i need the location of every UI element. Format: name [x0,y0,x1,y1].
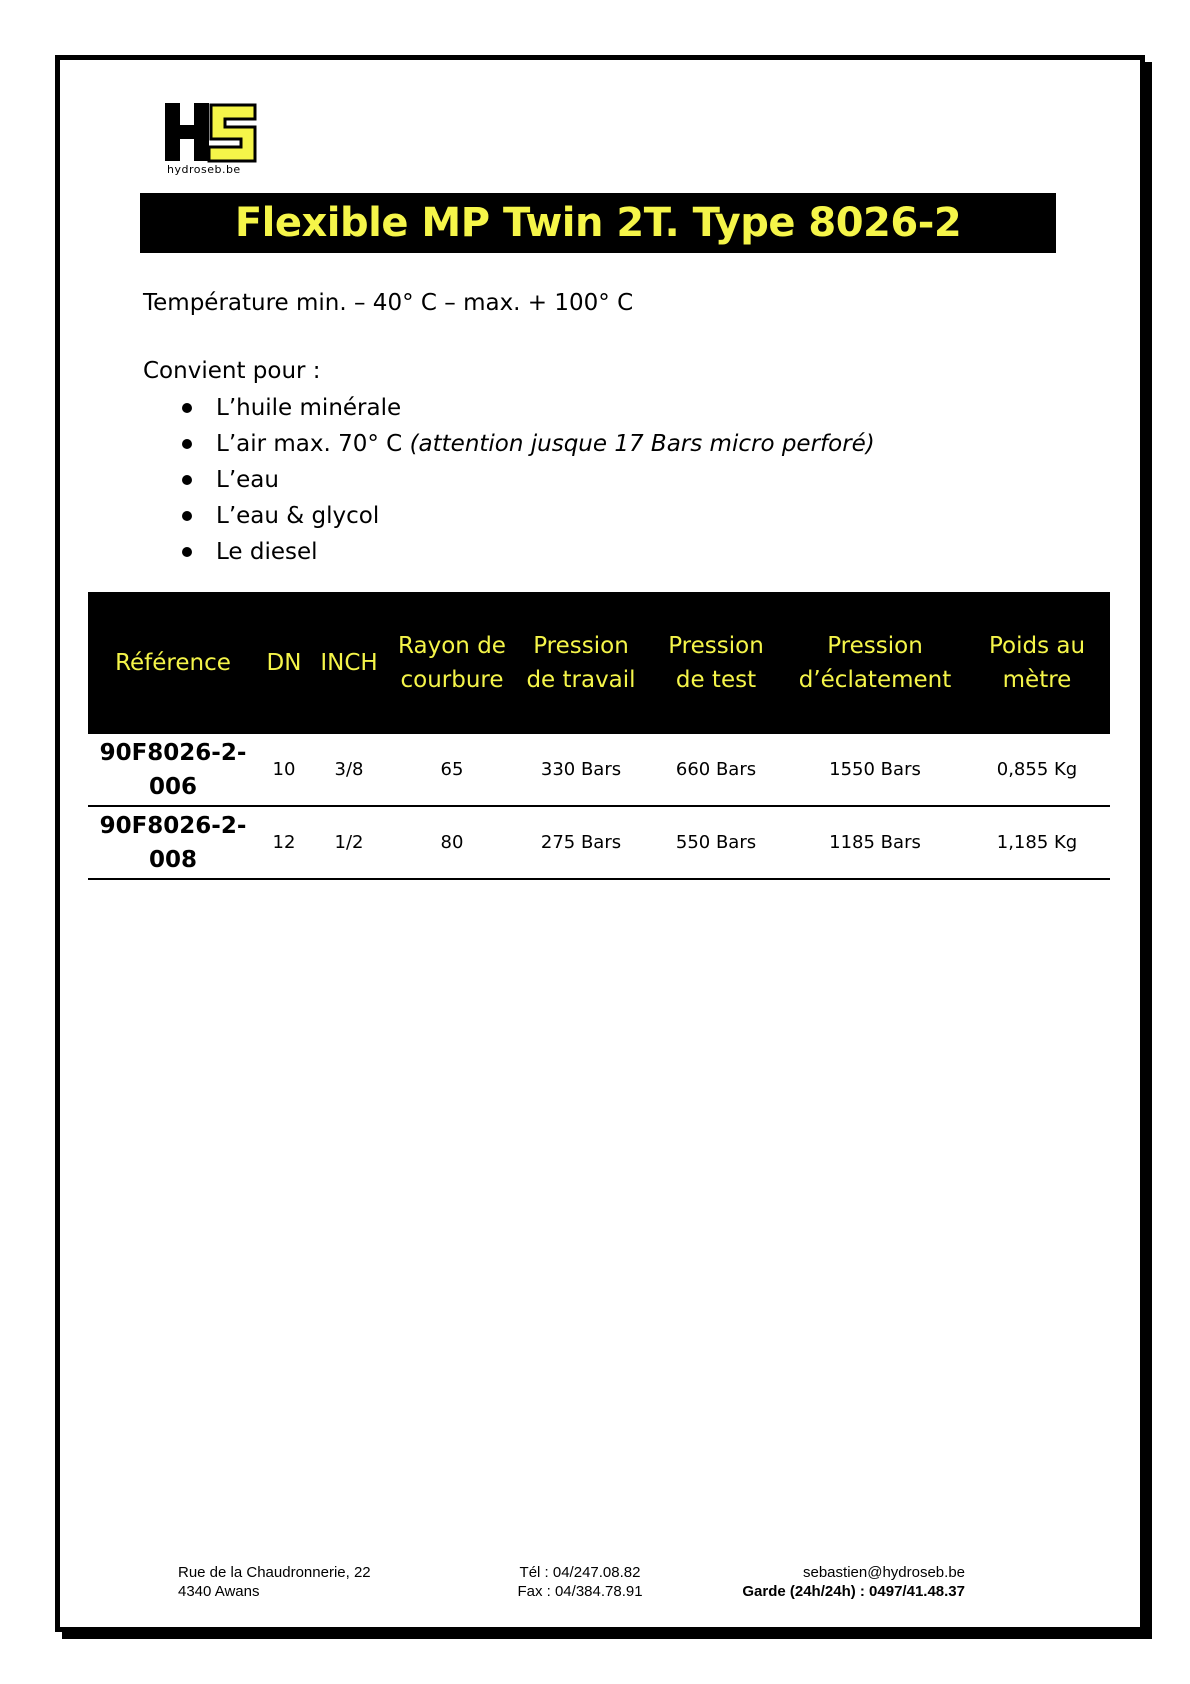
list-item-text: L’air max. 70° C [216,431,410,457]
table-row [88,734,1110,806]
email-link[interactable]: sebastien@hydroseb.be [803,1564,965,1581]
list-item [170,390,875,426]
list-item-text: L’eau & glycol [216,503,380,529]
cell-reference: 90F8026-2- 006 [88,734,258,806]
footer-phone [505,1563,655,1601]
cell-working-pressure: 330 Bars [516,734,646,806]
cell-burst-pressure: 1550 Bars [786,734,964,806]
column-header-bend-radius: Rayon de courbure [388,592,516,734]
list-item-text: L’huile minérale [216,395,402,421]
list-item [170,498,875,534]
column-header-burst-pressure: Pression d’éclatement [786,592,964,734]
cell-dn: 10 [258,734,310,806]
list-item-note: (attention jusque 17 Bars micro perforé) [409,431,875,457]
bullet-icon [182,511,192,521]
spec-table [88,592,1110,880]
cell-bend-radius: 80 [388,806,516,879]
title-bar [140,193,1056,253]
list-item-text: Le diesel [216,539,318,565]
cell-burst-pressure: 1185 Bars [786,806,964,879]
cell-weight: 1,185 Kg [964,806,1110,879]
address-street: Rue de la Chaudronnerie, 22 [178,1564,371,1581]
footer-address [178,1563,371,1601]
cell-working-pressure: 275 Bars [516,806,646,879]
list-item [170,534,875,570]
bullet-icon [182,403,192,413]
list-item [170,426,875,462]
column-header-weight: Poids au mètre [964,592,1110,734]
cell-test-pressure: 660 Bars [646,734,786,806]
cell-inch: 3/8 [310,734,388,806]
column-header-inch: INCH [310,592,388,734]
fax-number: Fax : 04/384.78.91 [517,1583,643,1600]
phone-number: Tél : 04/247.08.82 [519,1564,641,1581]
table-header-row [88,592,1110,734]
column-header-dn: DN [258,592,310,734]
page-title: Flexible MP Twin 2T. Type 8026-2 [234,200,962,246]
footer-contact [700,1563,965,1601]
address-city: 4340 Awans [178,1583,260,1600]
emergency-number: Garde (24h/24h) : 0497/41.48.37 [742,1583,965,1600]
cell-bend-radius: 65 [388,734,516,806]
bullet-icon [182,547,192,557]
cell-dn: 12 [258,806,310,879]
list-item-text: L’eau [216,467,279,493]
logo-website: hydroseb.be [167,163,241,176]
cell-weight: 0,855 Kg [964,734,1110,806]
cell-test-pressure: 550 Bars [646,806,786,879]
table-row [88,806,1110,879]
cell-inch: 1/2 [310,806,388,879]
bullet-icon [182,475,192,485]
hs-logo-icon [165,103,265,165]
column-header-reference: Référence [88,592,258,734]
suitable-list [170,390,875,570]
bullet-icon [182,439,192,449]
temperature-range: Température min. – 40° C – max. + 100° C [143,290,634,316]
column-header-working-pressure: Pression de travail [516,592,646,734]
cell-reference: 90F8026-2- 008 [88,806,258,879]
suitable-heading: Convient pour : [143,358,321,384]
column-header-test-pressure: Pression de test [646,592,786,734]
list-item [170,462,875,498]
